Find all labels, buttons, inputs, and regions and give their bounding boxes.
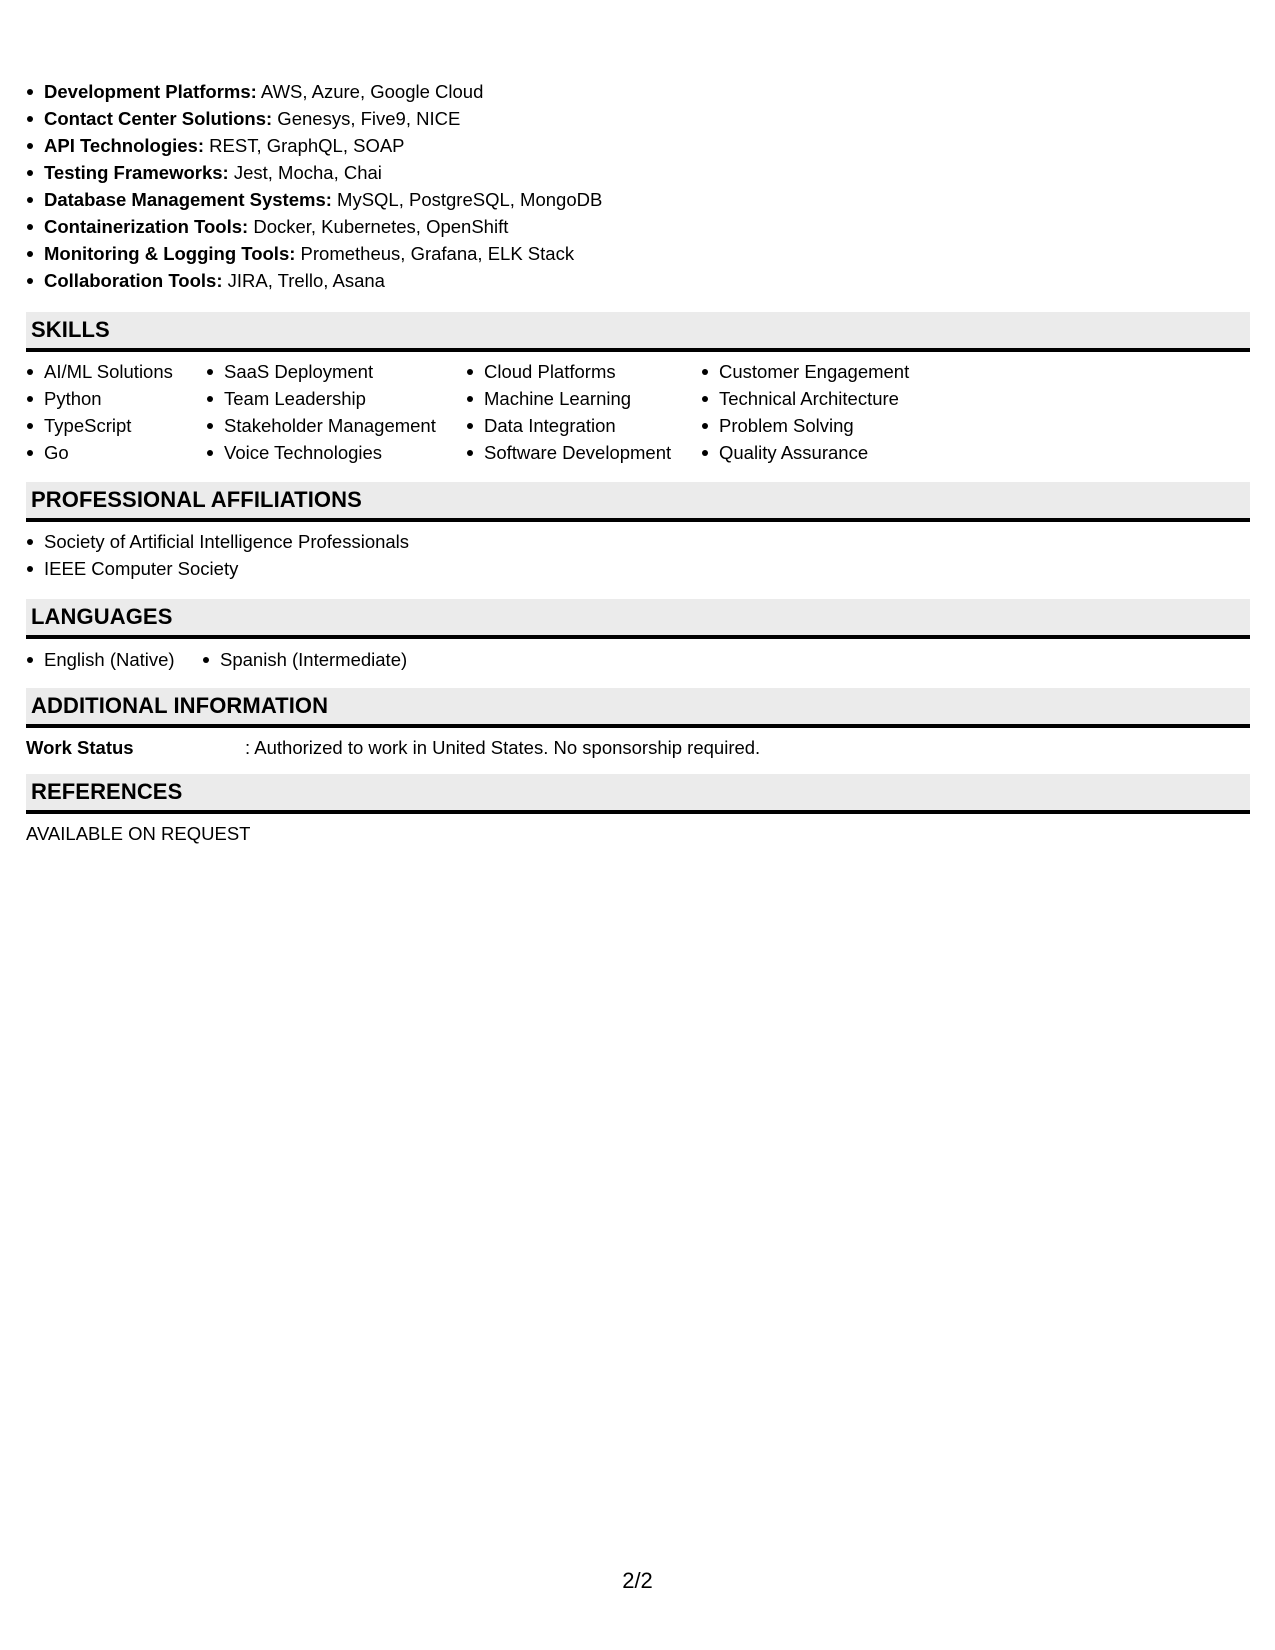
affiliations-list	[26, 528, 409, 582]
language-item: Spanish (Intermediate)	[202, 646, 407, 673]
skill-item: TypeScript	[26, 412, 173, 439]
skill-item: Data Integration	[466, 412, 671, 439]
section-title: REFERENCES	[31, 779, 183, 804]
list-item	[26, 78, 1026, 105]
skill-item: SaaS Deployment	[206, 358, 436, 385]
skill-item: Technical Architecture	[701, 385, 909, 412]
work-status-value: : Authorized to work in United States. No sponsorship required.	[245, 737, 761, 758]
tool-category-value: Prometheus, Grafana, ELK Stack	[295, 243, 575, 264]
skill-item: AI/ML Solutions	[26, 358, 173, 385]
section-header-additional-information	[26, 688, 1250, 728]
skill-item: Software Development	[466, 439, 671, 466]
section-header-languages	[26, 599, 1250, 639]
list-item	[26, 159, 1026, 186]
list-item	[26, 213, 1026, 240]
tool-category-value: Jest, Mocha, Chai	[228, 162, 382, 183]
skills-column	[26, 358, 173, 466]
work-status-label: Work Status	[26, 737, 134, 758]
references-text: AVAILABLE ON REQUEST	[26, 823, 251, 844]
tool-category-value: MySQL, PostgreSQL, MongoDB	[331, 189, 603, 210]
section-header-affiliations	[26, 482, 1250, 522]
tool-category-label: Testing Frameworks:	[44, 162, 229, 183]
skill-item: Problem Solving	[701, 412, 909, 439]
skill-item: Go	[26, 439, 173, 466]
affiliation-item: IEEE Computer Society	[26, 555, 409, 582]
list-item	[26, 186, 1026, 213]
affiliation-item: Society of Artificial Intelligence Professionals	[26, 528, 409, 555]
tool-category-label: Containerization Tools:	[44, 216, 249, 237]
tool-category-label: Development Platforms:	[44, 81, 257, 102]
section-title: ADDITIONAL INFORMATION	[31, 693, 329, 718]
section-header-skills	[26, 312, 1250, 352]
section-title: PROFESSIONAL AFFILIATIONS	[31, 487, 362, 512]
skill-item: Machine Learning	[466, 385, 671, 412]
page-indicator: 2/2	[622, 1568, 653, 1593]
skills-column	[466, 358, 671, 466]
list-item	[26, 267, 1026, 294]
tool-category-label: Monitoring & Logging Tools:	[44, 243, 296, 264]
section-title: SKILLS	[31, 317, 110, 342]
skill-item: Cloud Platforms	[466, 358, 671, 385]
skill-item: Team Leadership	[206, 385, 436, 412]
tool-category-label: Database Management Systems:	[44, 189, 332, 210]
skill-item: Voice Technologies	[206, 439, 436, 466]
tool-category-value: JIRA, Trello, Asana	[222, 270, 385, 291]
tool-category-value: AWS, Azure, Google Cloud	[256, 81, 484, 102]
skill-item: Python	[26, 385, 173, 412]
tool-category-value: Genesys, Five9, NICE	[272, 108, 461, 129]
language-item: English (Native)	[26, 646, 175, 673]
tool-category-label: Collaboration Tools:	[44, 270, 223, 291]
section-title: LANGUAGES	[31, 604, 173, 629]
skill-item: Stakeholder Management	[206, 412, 436, 439]
tools-list	[26, 78, 1026, 294]
tool-category-label: Contact Center Solutions:	[44, 108, 273, 129]
skills-column	[206, 358, 436, 466]
list-item	[26, 132, 1026, 159]
list-item	[26, 240, 1026, 267]
skill-item: Quality Assurance	[701, 439, 909, 466]
tool-category-label: API Technologies:	[44, 135, 205, 156]
section-header-references	[26, 774, 1250, 814]
list-item	[26, 105, 1026, 132]
tool-category-value: Docker, Kubernetes, OpenShift	[248, 216, 509, 237]
work-status-row	[26, 734, 1246, 761]
skill-item: Customer Engagement	[701, 358, 909, 385]
skills-column	[701, 358, 909, 466]
tool-category-value: REST, GraphQL, SOAP	[204, 135, 405, 156]
